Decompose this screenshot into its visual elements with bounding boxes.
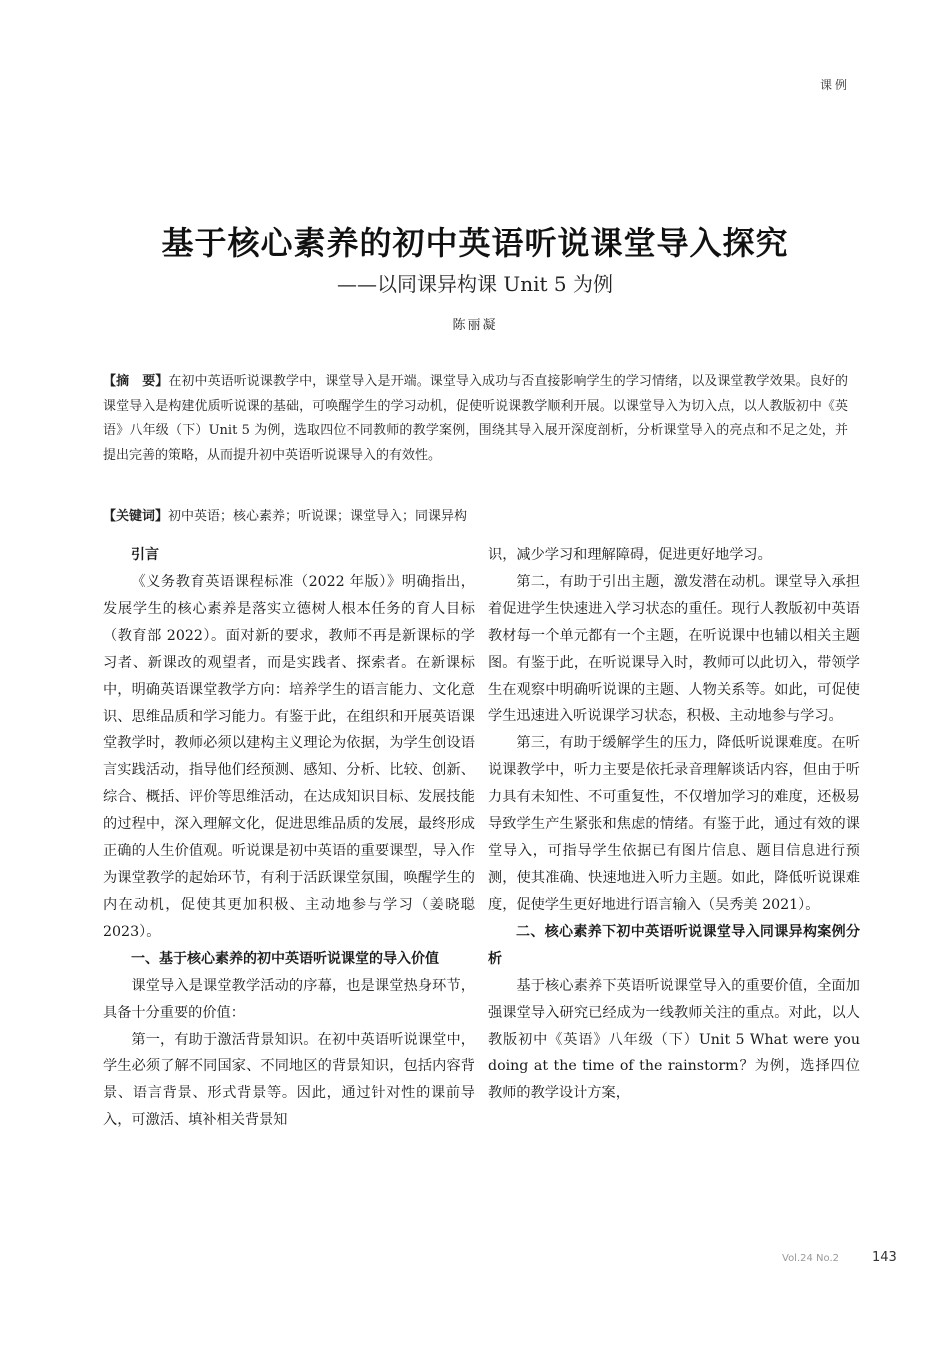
page-number: 143 [872,1250,897,1265]
paragraph: 《义务教育英语课程标准（2022 年版）》明确指出，发展学生的核心素养是落实立德树人根本任务的育人目标（教育部 2022）。面对新的要求，教师不再是新课标的学习者、新课改的观望者，而是实践者、探索者。在新课标中，明确英语课堂教学方向：培养学生的语言能力、文化意识、思维品质和学习能力。有鉴于此，在组织和开展英语课堂教学时，教师必须以建构主义理论为依据，为学生创设语言实践活动，指导他们经预测、感知、分析、比较、创新、综合、概括、评价等思维活动，在达成知识目标、发展技能的过程中，深入理解文化，促进思维品质的发展，最终形成正确的人生价值观。听说课是初中英语的重要课型，导入作为课堂教学的起始环节，有利于活跃课堂氛围，唤醒学生的内在动机，促使其更加积极、主动地参与学习（姜晓聪 2023）。 [103,574,475,940]
keywords [103,505,848,529]
paragraph: 基于核心素养下英语听说课堂导入的重要价值，全面加强课堂导入研究已经成为一线教师关注的重点。对此，以人教版初中《英语》八年级（下）Unit 5 What were you doing at the time of the rainstorm？为例，选择四位教师的教学设计方案， [488,977,860,1102]
abstract [103,370,848,468]
article-subtitle: ——以同课异构课 Unit 5 为例 [337,272,613,296]
volume-number: Vol.24 No.2 [782,1253,840,1264]
article-title: 基于核心素养的初中英语听说课堂导入探究 [161,224,789,262]
section-heading-2: 二、核心素养下初中英语听说课堂导入同课异构案例分析 [488,923,860,967]
keywords-text: 初中英语；核心素养；听说课；课堂导入；同课异构 [168,509,468,524]
abstract-label: 【摘 要】 [103,374,169,389]
paragraph: 第一，有助于激活背景知识。在初中英语听说课堂中，学生必须了解不同国家、不同地区的背景知识，包括内容背景、语言背景、形式背景等。因此，通过针对性的课前导入，可激活、填补相关背景知 [103,1031,475,1129]
right-column [488,542,860,1107]
paragraph: 第三，有助于缓解学生的压力，降低听说课难度。在听说课教学中，听力主要是依托录音理解谈话内容，但由于听力具有未知性、不可重复性，不仅增加学习的难度，还极易导致学生产生紧张和焦虑的情绪。有鉴于此，通过有效的课堂导入，可指导学生依据已有图片信息、题目信息进行预测，使其准确、快速地进入听力主题。如此，降低听说课难度，促使学生更好地进行语言输入（吴秀美 2021）。 [488,735,860,913]
keywords-label: 【关键词】 [103,509,169,524]
paragraph-continued: 识，减少学习和理解障碍，促进更好地学习。 [488,547,772,563]
section-tag: 课例 [819,78,850,92]
abstract-text: 在初中英语听说课教学中，课堂导入是开端。课堂导入成功与否直接影响学生的学习情绪，以及课堂教学效果。良好的课堂导入是构建优质听说课的基础，可唤醒学生的学习动机，促使听说课教学顺利开展。以课堂导入为切入点，以人教版初中《英语》八年级（下）Unit 5 为例，选取四位不同教师的教学案例，围绕其导入展开深度剖析，分析课堂导入的亮点和不足之处，并提出完善的策略，从而提升初中英语听说课导入的有效性。 [103,374,848,463]
article-author: 陈丽凝 [452,318,498,333]
paragraph: 第二，有助于引出主题，激发潜在动机。课堂导入承担着促进学生快速进入学习状态的重任。现行人教版初中英语教材每一个单元都有一个主题，在听说课中也辅以相关主题图。有鉴于此，在听说课导入时，教师可以此切入，带领学生在观察中明确听说课的主题、人物关系等。如此，可促使学生迅速进入听说课学习状态，积极、主动地参与学习。 [488,573,860,725]
paragraph: 课堂导入是课堂教学活动的序幕，也是课堂热身环节，具备十分重要的价值： [103,977,475,1021]
left-column [103,542,475,1134]
intro-heading: 引言 [131,547,159,563]
section-heading-1: 一、基于核心素养的初中英语听说课堂的导入价值 [131,950,439,967]
